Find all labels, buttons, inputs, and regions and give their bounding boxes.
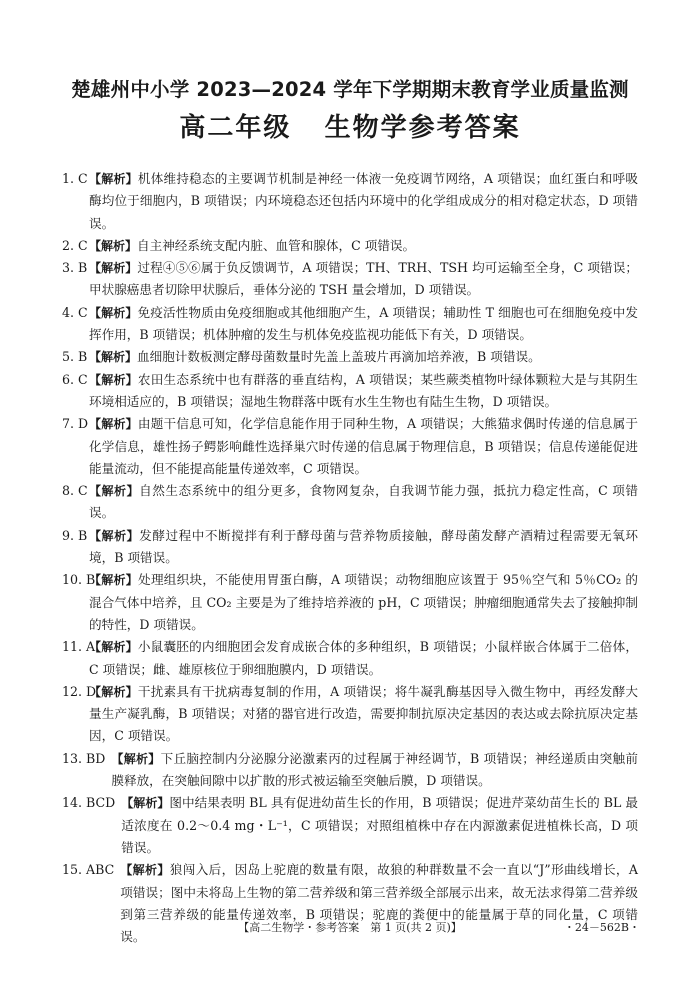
answer-item-1 [62,168,638,235]
exam-title: 楚雄州中小学 2023—2024 学年下学期期末教育学业质量监测 [71,78,629,101]
answer-body [121,792,638,859]
explanation-tag: 【解析】 [89,573,139,588]
answer-body [120,859,638,948]
answer-item-6 [62,369,638,414]
answer-item-7 [62,413,638,480]
answer-number: 11. A [62,639,96,655]
explanation-tag: 【解析】 [89,417,138,432]
answer-number: 6. C [62,371,88,387]
answer-item-14 [62,792,638,859]
answer-item-5 [62,346,638,368]
explanation-text: 机体维持稳态的主要调节机制是神经一体液一免疫调节网络，A 项错误；血红蛋白和呼吸酶均位于细胞内，B 项错误；内环境稳态还包括内环境中的化学组成成分的相对稳定状态，D 项错误。 [89,171,638,231]
explanation-tag: 【解析】 [89,372,138,387]
answer-item-10 [62,569,638,636]
explanation-text: 自然生态系统中的组分更多，食物网复杂，自我调节能力强，抵抗力稳定性高，C 项错误。 [89,483,638,521]
answer-body [89,168,638,235]
explanation-tag: 【解析】 [89,172,138,186]
answer-body [89,480,638,525]
answer-body [89,302,638,347]
answer-number: 5. B [62,349,88,365]
answer-body [89,346,638,368]
explanation-tag: 【解析】 [89,684,138,699]
answer-body [89,525,638,570]
answer-number: 15. ABC [62,862,115,878]
answer-item-15 [62,859,638,948]
answer-item-9 [62,525,638,570]
answer-number: 14. BCD [62,795,116,811]
answer-body [89,681,638,748]
answer-body [89,413,638,480]
explanation-text: 干扰素具有干扰病毒复制的作用，A 项错误；将牛凝乳酶基因导入微生物中，再经发酵大量生产凝乳酶，B 项错误；对猪的器官进行改造，需要抑制抗原决定基因的表达或去除抗原决定基因，C 项错误。 [89,683,638,744]
explanation-text: 处理组织块，不能使用胃蛋白酶，A 项错误；动物细胞应该置于 95％空气和 5％CO₂ 的混合气体中培养，且 CO₂ 主要是为了维持培养液的 pH，C 项错误；肿瘤细胞通常失去了接触抑制的特性，D 项错误。 [89,572,638,632]
explanation-tag: 【解析】 [120,863,170,878]
explanation-text: 血细胞计数板测定酵母菌数量时先盖上盖玻片再滴加培养液，B 项错误。 [137,349,541,365]
explanation-text: 下丘脑控制内分泌腺分泌激素丙的过程属于神经调节，B 项错误；神经递质由突触前膜释放，在突触间隙中以扩散的形式被运输至突触后膜，D 项错误。 [111,750,638,789]
explanation-tag: 【解析】 [89,350,138,365]
explanation-text: 图中结果表明 BL 具有促进幼苗生长的作用，B 项错误；促进芹菜幼苗生长的 BL 最适浓度在 0.2～0.4 mg・L⁻¹，C 项错误；对照组植株中存在内源激素促进植株长高，D 项错误。 [121,795,638,855]
answer-item-3 [62,257,638,302]
answer-number: 10. B [62,572,96,588]
answer-item-4 [62,302,638,347]
explanation-text: 自主神经系统支配内脏、血管和腺体，C 项错误。 [137,237,416,253]
answer-body [89,569,638,636]
answer-body [89,257,638,302]
answer-number: 12. D [62,683,97,699]
answer-number: 3. B [62,260,88,276]
footer-page-info: 【高二生物学・参考答案 第 1 页(共 2 页)】 [238,921,462,934]
answer-body [89,235,638,257]
answer-number: 8. C [62,483,88,499]
answer-number: 4. C [62,304,88,320]
explanation-text: 小鼠囊胚的内细胞团会发育成嵌合体的多种组织，B 项错误；小鼠样嵌合体属于二倍体，C 项错误；雌、雄原核位于卵细胞膜内，D 项错误。 [89,639,638,677]
explanation-text: 发酵过程中不断搅拌有利于酵母菌与营养物质接触，酵母菌发酵产酒精过程需要无氧环境，B 项错误。 [89,527,638,566]
answer-key-subtitle: 高二年级 生物学参考答案 [179,113,521,143]
answer-item-8 [62,480,638,525]
answer-number: 7. D [62,416,89,432]
explanation-text: 免疫活性物质由免疫细胞或其他细胞产生，A 项错误；辅助性 T 细胞也可在细胞免疫中发挥作用，B 项错误；机体肿瘤的发生与机体免疫监视功能低下有关，D 项错误。 [89,304,638,343]
explanation-tag: 【解析】 [89,640,138,655]
explanation-tag: 【解析】 [89,238,138,253]
explanation-text: 农田生态系统中也有群落的垂直结构，A 项错误；某些蕨类植物叶绿体颗粒大是与其阴生环境相适应的，B 项错误；湿地生物群落中既有水生生物也有陆生生物，D 项错误。 [89,371,638,409]
explanation-text: 狼闯入后，因岛上驼鹿的数量有限，故狼的种群数量不会一直以“J”形曲线增长，A 项错误；图中未将岛上生物的第二营养级和第三营养级全部展示出来，故无法求得第二营养级到第三营养级的能量传递效率，B 项错误；驼鹿的粪便中的能量属于草的同化量，C 项错误。 [120,862,638,945]
footer-doc-code: ・24－562B・ [563,921,640,934]
answer-number: 2. C [62,237,88,253]
explanation-tag: 【解析】 [89,484,140,499]
answer-item-13 [62,748,638,793]
answer-item-11 [62,636,638,681]
explanation-tag: 【解析】 [111,751,161,766]
answer-number: 1. C [62,171,88,186]
explanation-tag: 【解析】 [121,796,170,811]
explanation-tag: 【解析】 [89,261,138,276]
explanation-text: 由题干信息可知，化学信息能作用于同种生物，A 项错误；大熊猫求偶时传递的信息属于化学信息，雄性扬子鳄影响雌性选择巢穴时传递的信息属于物理信息，B 项错误；信息传递能促进能量流动，但不能提高能量传递效率，C 项错误。 [89,416,638,476]
explanation-tag: 【解析】 [89,528,140,543]
answer-body [89,369,638,414]
answer-number: 13. BD [62,750,106,766]
answer-body [111,748,638,793]
answer-body [89,636,638,681]
answer-list [62,168,638,948]
explanation-text: 过程④⑤⑥属于负反馈调节，A 项错误；TH、TRH、TSH 均可运输至全身，C 项错误；甲状腺癌患者切除甲状腺后，垂体分泌的 TSH 量会增加，D 项错误。 [89,260,638,298]
explanation-tag: 【解析】 [89,305,138,320]
answer-number: 9. B [62,527,88,543]
answer-item-2 [62,235,638,257]
answer-item-12 [62,681,638,748]
page-footer [0,919,700,935]
